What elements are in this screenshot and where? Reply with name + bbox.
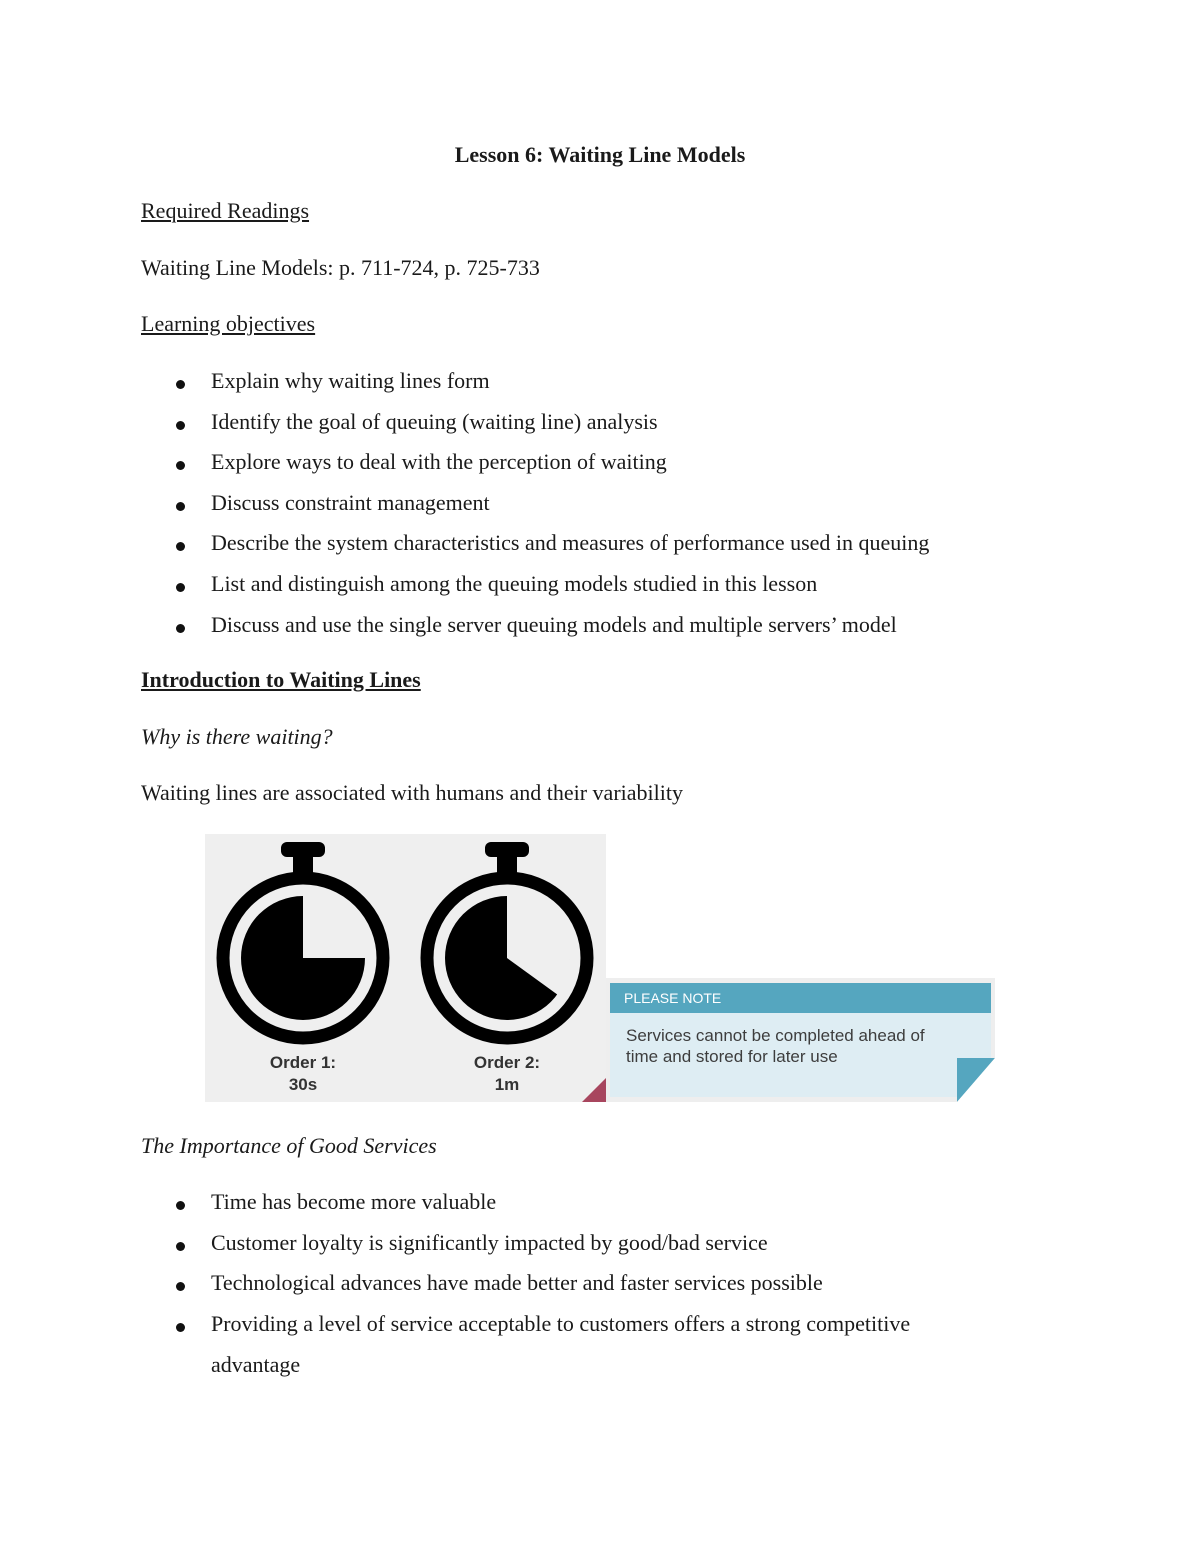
stopwatch-icon <box>215 842 391 1046</box>
learning-objectives-list <box>0 368 1200 652</box>
good-services-list <box>0 1189 1200 1351</box>
timers-panel <box>205 834 606 1102</box>
bullet-icon <box>176 380 185 389</box>
timer-caption-order-1 <box>243 1052 363 1096</box>
page-title: Lesson 6: Waiting Line Models <box>454 142 746 167</box>
bullet-icon <box>176 1201 185 1210</box>
list-item: List and distinguish among the queuing models studied in this lesson <box>0 571 1200 612</box>
bullet-icon <box>176 583 185 592</box>
list-item: Explore ways to deal with the perception of waiting <box>0 449 1200 490</box>
folded-corner-icon <box>957 1058 995 1102</box>
bullet-icon <box>176 624 185 633</box>
bullet-icon <box>176 421 185 430</box>
bullet-icon <box>176 502 185 511</box>
list-item: Time has become more valuable <box>0 1189 1200 1230</box>
stopwatch-icon <box>419 842 595 1046</box>
waiting-figure <box>205 834 995 1102</box>
bullet-icon <box>176 1282 185 1291</box>
list-item: Discuss and use the single server queuing models and multiple servers’ model <box>0 612 1200 653</box>
note-body: Services cannot be completed ahead of time and stored for later use <box>610 1013 991 1097</box>
timer-time: 30s <box>288 1075 318 1094</box>
timer-label: Order 1: <box>269 1053 337 1072</box>
list-item: Customer loyalty is significantly impacted by good/bad service <box>0 1230 1200 1271</box>
timer-caption-order-2 <box>447 1052 567 1096</box>
list-item: Discuss constraint management <box>0 490 1200 531</box>
introduction-text: Waiting lines are associated with humans and their variability <box>141 780 683 805</box>
note-card <box>606 978 995 1102</box>
timer-label: Order 2: <box>473 1053 541 1072</box>
introduction-subheading: Why is there waiting? <box>141 724 333 749</box>
bullet-icon <box>176 461 185 470</box>
required-readings-heading: Required Readings <box>141 198 310 223</box>
bullet-icon <box>176 542 185 551</box>
bullet-icon <box>176 1323 185 1332</box>
list-item: Providing a level of service acceptable to customers offers a strong competitive <box>0 1311 1200 1352</box>
list-item: Identify the goal of queuing (waiting line) analysis <box>0 409 1200 450</box>
page-corner-icon <box>582 1078 606 1102</box>
timer-time: 1m <box>494 1075 520 1094</box>
good-services-heading: The Importance of Good Services <box>141 1133 437 1158</box>
good-services-continuation: advantage <box>211 1352 301 1377</box>
required-readings-text: Waiting Line Models: p. 711-724, p. 725-733 <box>141 255 540 280</box>
list-item: Describe the system characteristics and measures of performance used in queuing <box>0 530 1200 571</box>
list-item: Technological advances have made better and faster services possible <box>0 1270 1200 1311</box>
introduction-heading: Introduction to Waiting Lines <box>141 667 421 692</box>
learning-objectives-heading: Learning objectives <box>141 311 316 336</box>
list-item: Explain why waiting lines form <box>0 368 1200 409</box>
bullet-icon <box>176 1242 185 1251</box>
note-header: PLEASE NOTE <box>610 983 991 1013</box>
